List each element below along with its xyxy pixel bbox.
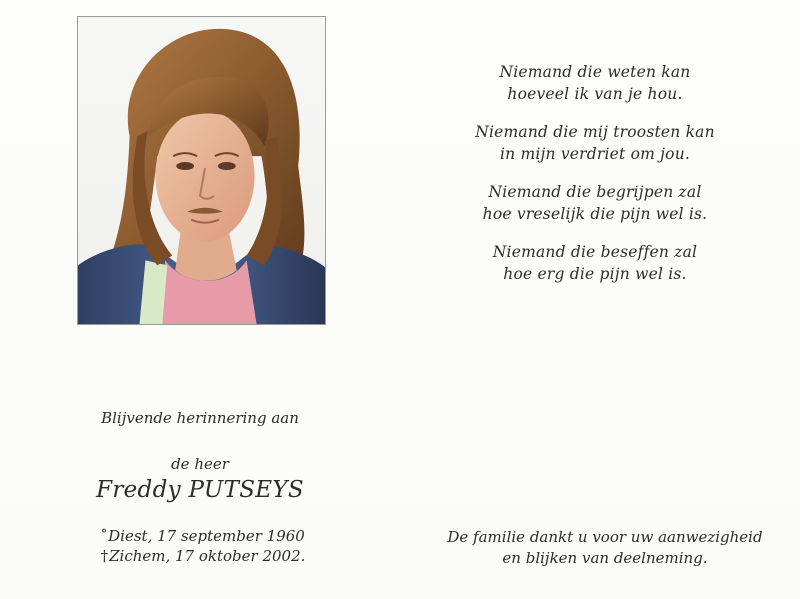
poem-line: in mijn verdriet om jou. xyxy=(500,144,690,163)
poem-line: hoe erg die pijn wel is. xyxy=(503,264,687,283)
thanks-line: De familie dankt u voor uw aanwezigheid xyxy=(447,528,763,546)
memorial-block xyxy=(90,408,310,504)
cross-icon: † xyxy=(100,547,109,565)
death-date: Zichem, 17 oktober 2002. xyxy=(109,547,306,565)
family-thanks xyxy=(440,527,770,569)
portrait-image xyxy=(78,17,325,324)
poem-line: Niemand die beseffen zal xyxy=(492,243,698,261)
memorial-title: de heer xyxy=(171,455,229,473)
memorial-intro: Blijvende herinnering aan xyxy=(101,409,299,427)
poem-stanza xyxy=(450,242,740,285)
death-line xyxy=(98,546,308,566)
poem xyxy=(450,62,740,302)
poem-line: Niemand die mij troosten kan xyxy=(475,123,715,141)
poem-line: hoe vreselijk die pijn wel is. xyxy=(482,204,708,223)
poem-stanza xyxy=(450,122,740,165)
birth-line xyxy=(98,524,308,546)
poem-line: hoeveel ik van je hou. xyxy=(507,84,683,103)
poem-stanza xyxy=(450,182,740,225)
poem-line: Niemand die weten kan xyxy=(499,63,691,81)
poem-stanza xyxy=(450,62,740,105)
poem-line: Niemand die begrijpen zal xyxy=(488,183,702,201)
life-dates xyxy=(98,524,308,566)
portrait-photo xyxy=(77,16,326,325)
thanks-line: en blijken van deelneming. xyxy=(502,549,708,567)
birth-symbol-icon: ° xyxy=(101,527,108,541)
deceased-name: Freddy PUTSEYS xyxy=(96,477,304,503)
birth-date: Diest, 17 september 1960 xyxy=(108,527,305,545)
